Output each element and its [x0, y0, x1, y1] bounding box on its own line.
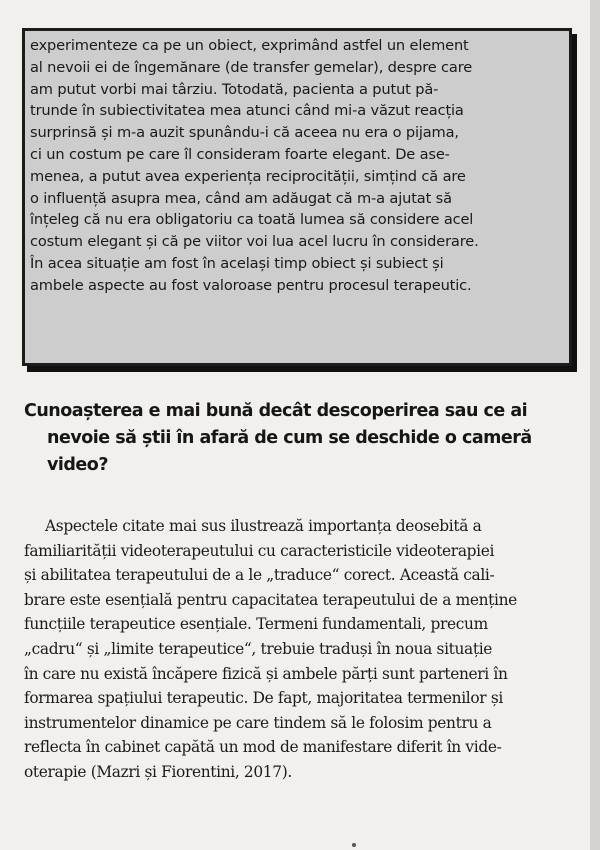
- body-line: funcțiile terapeutice esențiale. Termeni fundamentali, precum: [24, 615, 488, 634]
- heading-line: nevoie să știi în afară de cum se deschide o cameră: [47, 428, 532, 448]
- box-line: înțeleg că nu era obligatoriu ca toată lumea să considere acel: [30, 211, 474, 229]
- body-line: în care nu există încăpere fizică și ambele părți sunt parteneri în: [24, 664, 508, 683]
- box-line: experimenteze ca pe un obiect, exprimând astfel un element: [30, 37, 469, 54]
- box-line: menea, a putut avea experiența reciprocității, simțind că are: [30, 167, 466, 185]
- box-line: În acea situație am fost în același timp obiect și subiect și: [30, 254, 444, 272]
- box-line: o influență asupra mea, când am adăugat că m-a ajutat să: [30, 189, 452, 207]
- page-edge: [590, 0, 600, 850]
- body-line: „cadru“ și „limite terapeutice“, trebuie traduși în noua situație: [24, 639, 493, 658]
- case-example-text: [30, 35, 545, 297]
- heading-line: video?: [47, 455, 108, 475]
- box-line: ci un costum pe care îl consideram foarte elegant. De ase-: [30, 145, 450, 163]
- box-line: surprinsă și m-a auzit spunându-i că aceea nu era o pijama,: [30, 124, 459, 142]
- body-line: familiarității videoterapeutului cu caracteristicile videoterapiei: [24, 541, 495, 560]
- box-line: al nevoii ei de îngemănare (de transfer gemelar), despre care: [30, 58, 473, 76]
- box-line: am putut vorbi mai târziu. Totodată, pacienta a putut pă-: [30, 80, 439, 98]
- box-line: ambele aspecte au fost valoroase pentru procesul terapeutic.: [30, 276, 472, 294]
- heading-line: Cunoașterea e mai bună decât descoperirea sau ce ai: [24, 401, 528, 421]
- body-line: brare este esențială pentru capacitatea terapeutului de a menține: [24, 590, 517, 609]
- body-line: reflecta în cabinet capătă un mod de manifestare diferit în vide-: [24, 738, 502, 757]
- body-line: oterapie (Mazri și Fiorentini, 2017).: [24, 762, 292, 781]
- page-mark: [352, 843, 356, 847]
- body-line: formarea spațiului terapeutic. De fapt, majoritatea termenilor și: [24, 689, 503, 708]
- section-heading: [24, 398, 584, 479]
- body-line: Aspectele citate mai sus ilustrează importanța deosebită a: [45, 517, 482, 535]
- body-line: instrumentelor dinamice pe care tindem să le folosim pentru a: [24, 713, 492, 732]
- box-line: costum elegant și că pe viitor voi lua acel lucru în considerare.: [30, 233, 479, 251]
- body-line: și abilitatea terapeutului de a le „traduce“ corect. Această cali-: [24, 566, 495, 585]
- body-paragraph: [24, 514, 584, 785]
- box-line: trunde în subiectivitatea mea atunci când mi-a văzut reacția: [30, 102, 464, 120]
